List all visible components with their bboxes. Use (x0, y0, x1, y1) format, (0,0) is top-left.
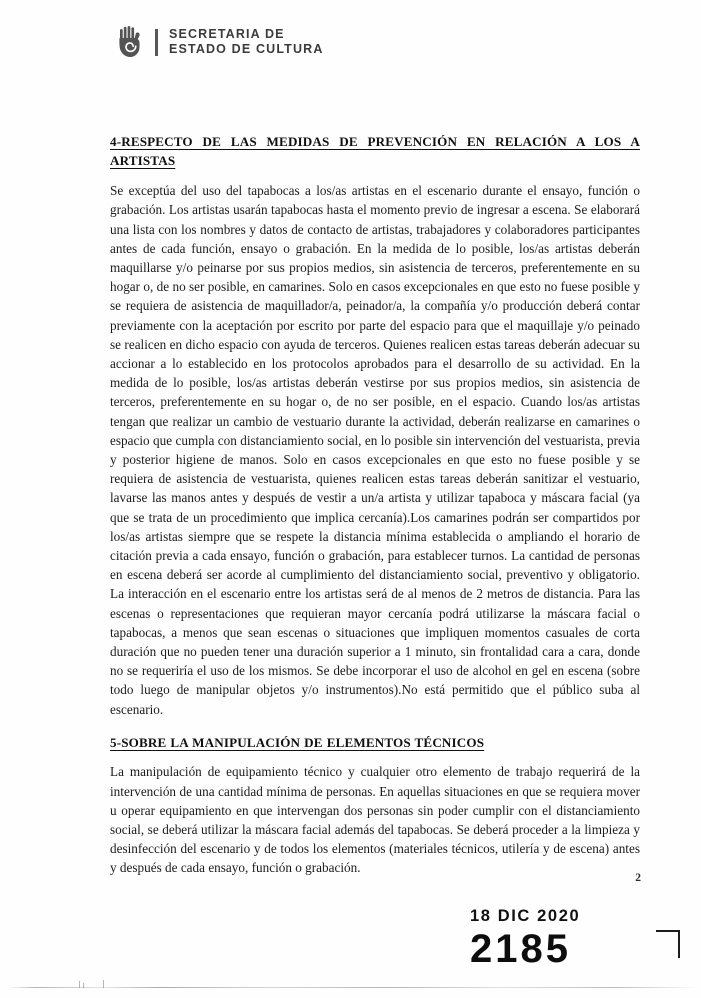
scan-edge-artifact (8, 987, 698, 988)
letterhead-wordmark (169, 28, 324, 57)
scan-speck-artifact (103, 980, 104, 988)
corner-bracket-icon (656, 930, 680, 958)
reception-stamp (470, 908, 680, 986)
section-4-paragraph: Se exceptúa del uso del tapabocas a los/as artistas en el escenario durante el ensayo, función o grabación. Los artistas usarán tapabocas hasta el momento previo de ingresar a escena. Se elaborará una lista con los nombres y datos de contacto de artistas, trabajadores y colaboradores participantes antes de cada función, ensayo o grabación. En la medida de lo posible, los/as artistas deberán maquillarse y/o peinarse por sus propios medios, sin asistencia de terceros, preferentemente en su hogar o, de no ser posible, en camarines. Solo en casos excepcionales en que esto no fuese posible y se requiera de asistencia de maquillador/a, peinador/a, la compañía y/o producción deberá contar previamente con la aceptación por escrito por parte del espacio para que el maquillaje y/o peinado se realicen en dicho espacio con ayuda de terceros. Quienes realicen estas tareas deberán adecuar su accionar a lo establecido en los protocolos aprobados para el desarrollo de su actividad. En la medida de lo posible, los/as artistas deberán vestirse por sus propios medios, sin asistencia de terceros, preferentemente en su hogar o, de no ser posible, en el espacio. Cuando los/as artistas tengan que realizar un cambio de vestuario durante la actividad, deberán realizarse en camarines o espacio que cumpla con distanciamiento social, en lo posible sin intervención del vestuarista, previa y posterior higiene de manos. Solo en casos excepcionales en que esto no fuese posible y se requiera de asistencia de vestuarista, quienes realicen estas tareas deberán sanitizar el vestuario, lavarse las manos antes y después de vestir a un/a artista y utilizar tapaboca y máscara facial (ya que se trata de un procedimiento que implica cercanía).Los camarines podrán ser compartidos por los/as artistas siempre que se respete la distancia mínima establecida o ampliando el horario de citación previa a cada ensayo, función o grabación, para establecer turnos. La cantidad de personas en escena deberá ser acorde al cumplimiento del distanciamiento social, preventivo y obligatorio. La interacción en el escenario entre los artistas será de al menos de 2 metros de distancia. Para las escenas o representaciones que requieran mayor cercanía podrá utilizarse la máscara facial o tapabocas, a menos que sean escenas o situaciones que impliquen momentos casuales de corta duración que no pueden tener una duración superior a 1 minuto, sin frontalidad cara a cara, donde no se requeriría el uso de los mismos. Se debe incorporar el uso de alcohol en gel en escena (sobre todo luego de manipular objetos y/o instrumentos).No está permitido que el público suba al escenario. (110, 183, 640, 717)
letterhead-line-2: ESTADO DE CULTURA (169, 42, 324, 56)
letterhead-line-1: SECRETARIA DE (169, 26, 285, 41)
letterhead (118, 26, 324, 58)
logo-divider (155, 29, 158, 56)
section-5-paragraph: La manipulación de equipamiento técnico y cualquier otro elemento de trabajo requerirá de la intervención de una cantidad mínima de personas. En aquellas situaciones en que se requiera mover u operar equipamiento en que intervengan dos personas sin poder cumplir con el distanciamiento social, se deberá utilizar la máscara facial además del tapabocas. Se deberá proceder a la limpieza y desinfección del escenario y de todos los elementos (materiales técnicos, utilería y de escena) antes y después de cada ensayo, función o grabación. (110, 764, 640, 876)
scan-speck-artifact (83, 983, 84, 988)
stamp-date: 18 DIC 2020 (470, 907, 581, 925)
section-4-heading: 4-RESPECTO DE LAS MEDIDAS DE PREVENCIÓN EN RELACIÓN A LOS A ARTISTAS (110, 134, 640, 168)
document-body (110, 133, 640, 878)
page-number: 2 (635, 872, 641, 884)
section-5-heading: 5-SOBRE LA MANIPULACIÓN DE ELEMENTOS TÉCNICOS (110, 734, 485, 750)
stamp-number: 2185 (470, 926, 571, 971)
hand-spiral-logo-icon (118, 26, 144, 58)
scan-speck-artifact (79, 981, 80, 988)
